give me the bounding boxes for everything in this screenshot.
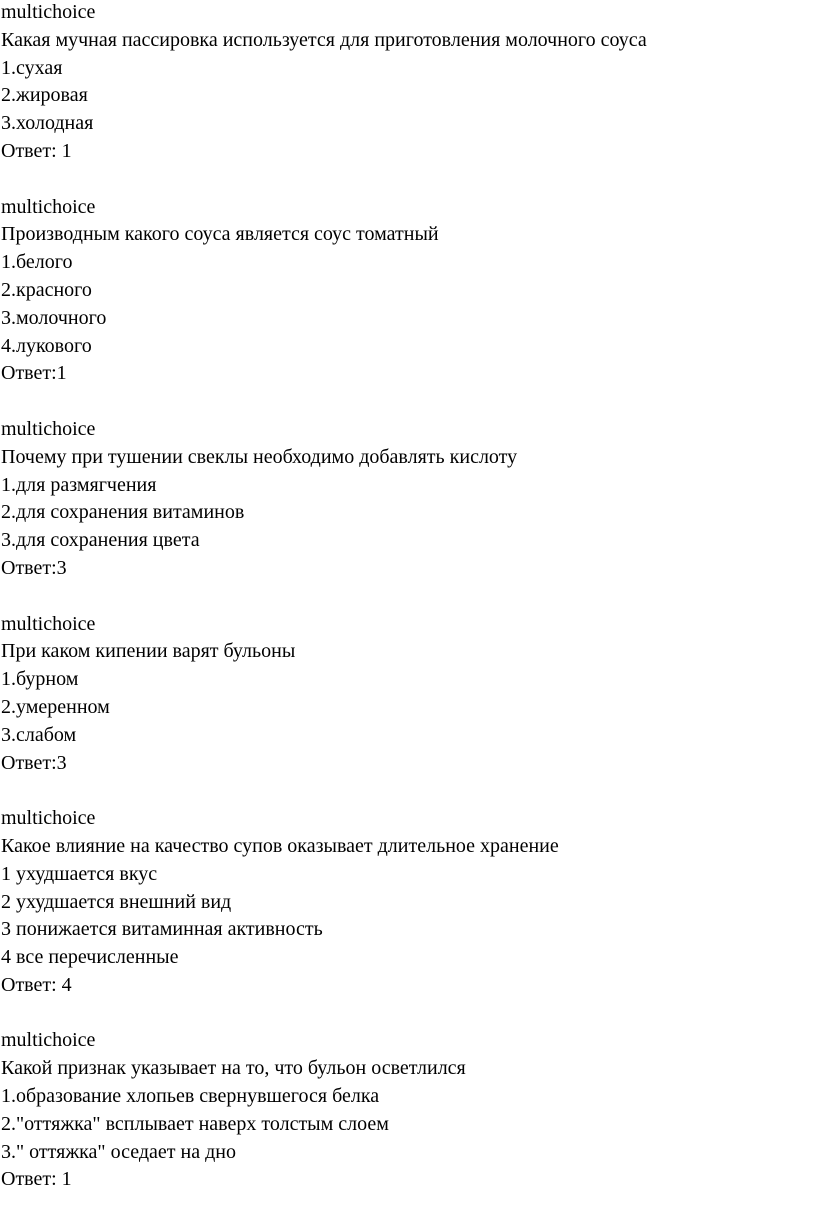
correct-answer: Ответ:3 xyxy=(1,556,67,579)
answer-option: 2.умеренном xyxy=(1,695,110,718)
document-body xyxy=(1,0,811,1222)
correct-answer: Ответ:3 xyxy=(1,751,67,774)
question-type: multichoice xyxy=(1,1,96,23)
answer-option: 2.красного xyxy=(1,278,92,301)
answer-option: 3.холодная xyxy=(1,112,94,135)
question-type: multichoice xyxy=(1,417,96,440)
answer-option: 3.для сохранения цвета xyxy=(1,529,200,552)
question-text: При каком кипении варят бульоны xyxy=(1,640,296,663)
question-type: multichoice xyxy=(1,612,96,635)
answer-option: 1.белого xyxy=(1,251,73,274)
answer-option: 4.лукового xyxy=(1,334,92,357)
answer-option: 1.образование хлопьев свернувшегося белка xyxy=(1,1085,380,1108)
answer-option: 3.слабом xyxy=(1,723,77,746)
correct-answer: Ответ:1 xyxy=(1,362,67,385)
question-text: Какая мучная пассировка используется для приготовления молочного соуса xyxy=(1,28,647,51)
answer-option: 2 ухудшается внешний вид xyxy=(1,890,232,913)
correct-answer: Ответ: 1 xyxy=(1,139,72,162)
answer-option: 1.бурном xyxy=(1,668,79,691)
answer-option: 1.сухая xyxy=(1,56,63,79)
correct-answer: Ответ: 1 xyxy=(1,1168,72,1191)
answer-option: 1 ухудшается вкус xyxy=(1,862,158,885)
answer-option: 4 все перечисленные xyxy=(1,946,179,969)
question-block-4 xyxy=(1,611,811,778)
question-text: Какой признак указывает на то, что бульон осветлился xyxy=(1,1057,466,1080)
question-block-2 xyxy=(1,194,811,389)
answer-option: 3.молочного xyxy=(1,306,107,329)
question-block-3 xyxy=(1,416,811,583)
question-type: multichoice xyxy=(1,195,96,218)
answer-option: 2."оттяжка" всплывает наверх толстым слоем xyxy=(1,1112,389,1135)
answer-option: 2.для сохранения витаминов xyxy=(1,501,245,524)
question-text: Какое влияние на качество супов оказывает длительное хранение xyxy=(1,834,559,857)
question-text: Почему при тушении свеклы необходимо добавлять кислоту xyxy=(1,445,518,468)
answer-option: 3." оттяжка" оседает на дно xyxy=(1,1140,236,1163)
answer-option: 3 понижается витаминная активность xyxy=(1,918,323,941)
question-type: multichoice xyxy=(1,807,96,830)
question-text: Производным какого соуса является соус томатный xyxy=(1,223,439,246)
question-block-5 xyxy=(1,805,811,1000)
question-type: multichoice xyxy=(1,1029,96,1052)
correct-answer: Ответ: 4 xyxy=(1,973,72,996)
question-block-6 xyxy=(1,1027,811,1194)
answer-option: 2.жировая xyxy=(1,84,88,107)
answer-option: 1.для размягчения xyxy=(1,473,157,496)
question-block-1 xyxy=(1,0,811,166)
